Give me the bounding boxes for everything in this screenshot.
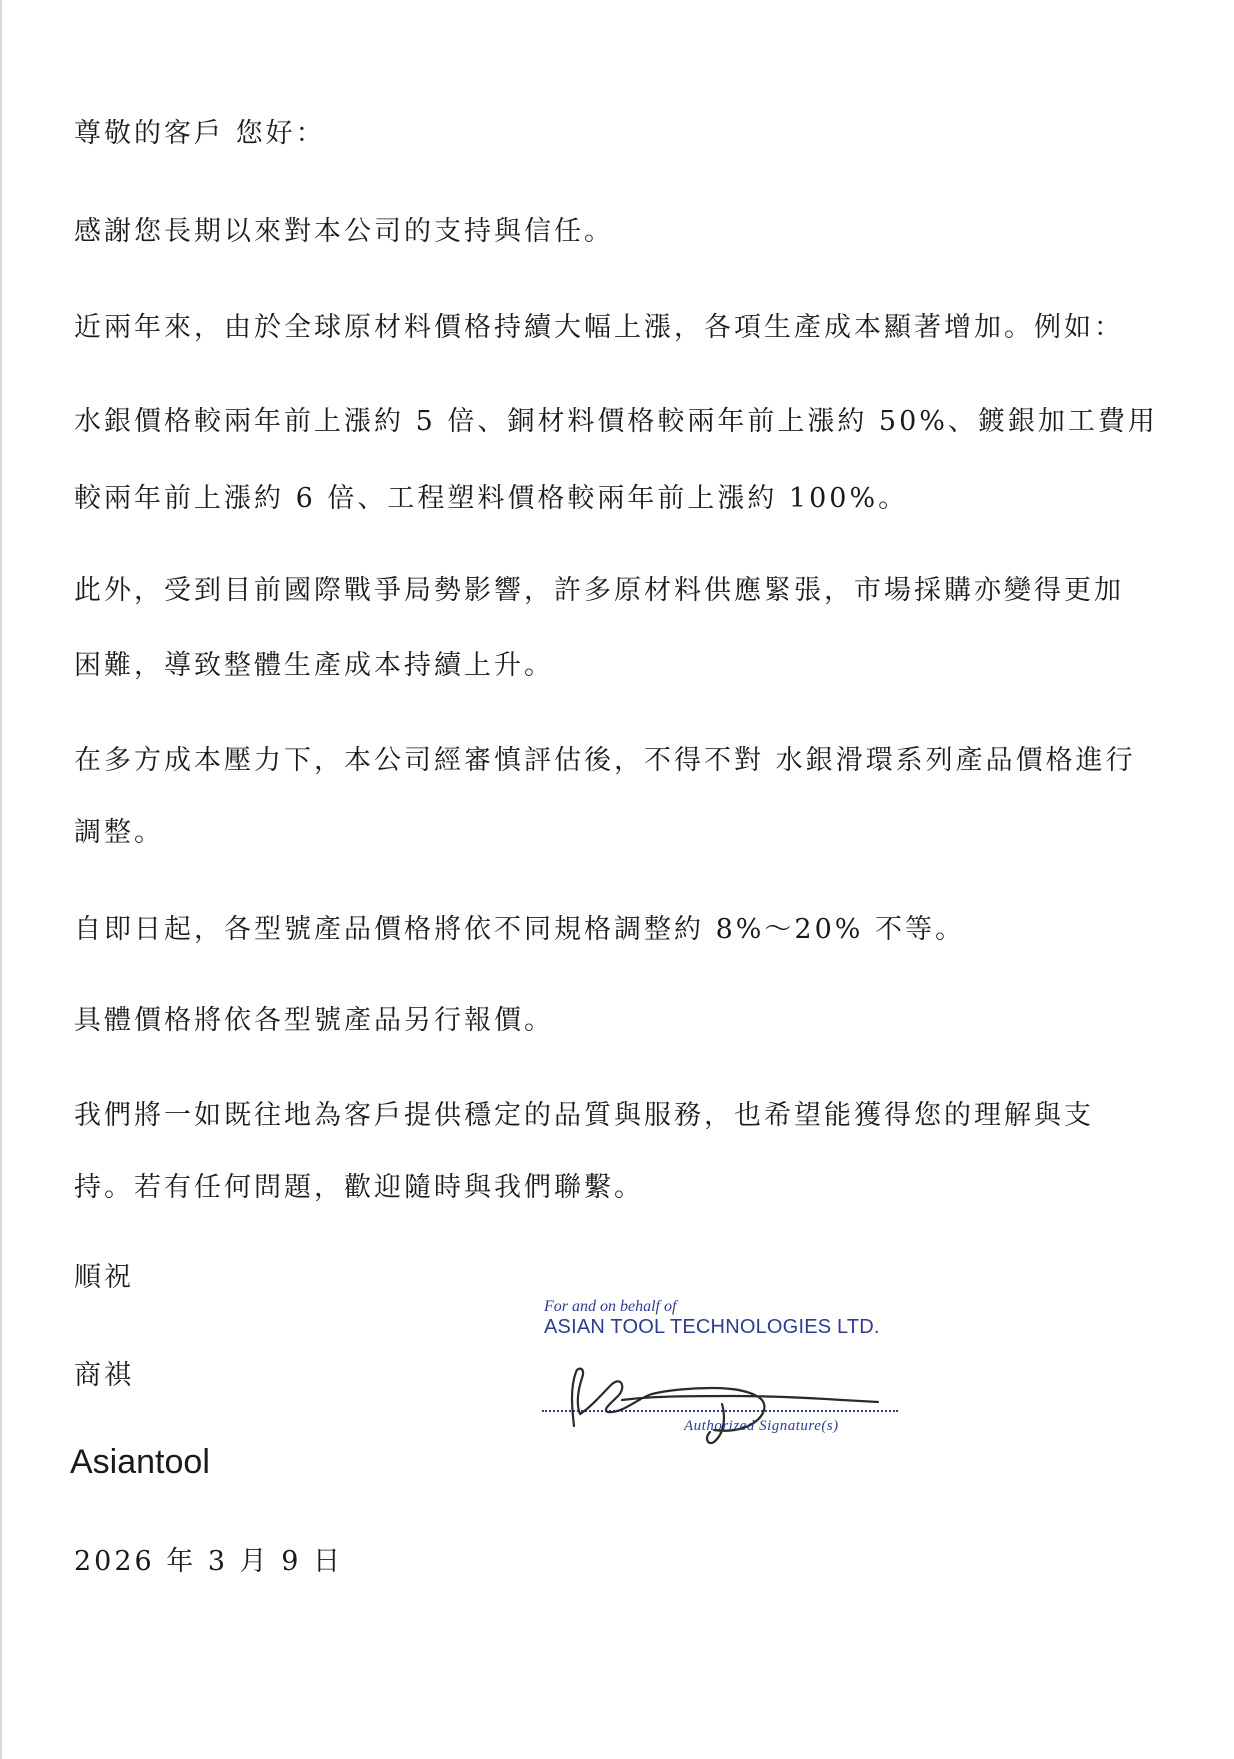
- salutation: 尊敬的客戶 您好：: [74, 118, 326, 149]
- company-stamp: [542, 1298, 912, 1448]
- paragraph-line: 此外，受到目前國際戰爭局勢影響，許多原材料供應緊張，市場採購亦變得更加: [74, 575, 1124, 606]
- letter-date: 2026 年 3 月 9 日: [74, 1546, 343, 1577]
- blessing: 商祺: [74, 1360, 134, 1391]
- stamp-authorized: Authorized Signature(s): [684, 1418, 839, 1434]
- paragraph-line: 較兩年前上漲約 6 倍、工程塑料價格較兩年前上漲約 100%。: [74, 483, 909, 514]
- paragraph-line: 具體價格將依各型號產品另行報價。: [74, 1005, 554, 1036]
- paragraph-line: 近兩年來，由於全球原材料價格持續大幅上漲，各項生產成本顯著增加。例如：: [74, 312, 1124, 343]
- paragraph-line: 調整。: [74, 817, 164, 848]
- company-name: Asiantool: [70, 1443, 210, 1481]
- paragraph-line: 在多方成本壓力下，本公司經審慎評估後，不得不對 水銀滑環系列產品價格進行: [74, 745, 1136, 776]
- closing: 順祝: [74, 1262, 134, 1293]
- paragraph-line: 水銀價格較兩年前上漲約 5 倍、銅材料價格較兩年前上漲約 50%、鍍銀加工費用: [74, 406, 1158, 437]
- paragraph-line: 持。若有任何問題，歡迎隨時與我們聯繫。: [74, 1172, 644, 1203]
- paragraph-line: 自即日起，各型號產品價格將依不同規格調整約 8%～20% 不等。: [74, 914, 966, 945]
- stamp-on-behalf: For and on behalf of: [544, 1298, 677, 1315]
- paragraph-line: 困難，導致整體生產成本持續上升。: [74, 650, 554, 681]
- paragraph-line: 我們將一如既往地為客戶提供穩定的品質與服務，也希望能獲得您的理解與支: [74, 1100, 1094, 1131]
- stamp-company: ASIAN TOOL TECHNOLOGIES LTD.: [544, 1316, 880, 1338]
- paragraph-line: 感謝您長期以來對本公司的支持與信任。: [74, 216, 614, 247]
